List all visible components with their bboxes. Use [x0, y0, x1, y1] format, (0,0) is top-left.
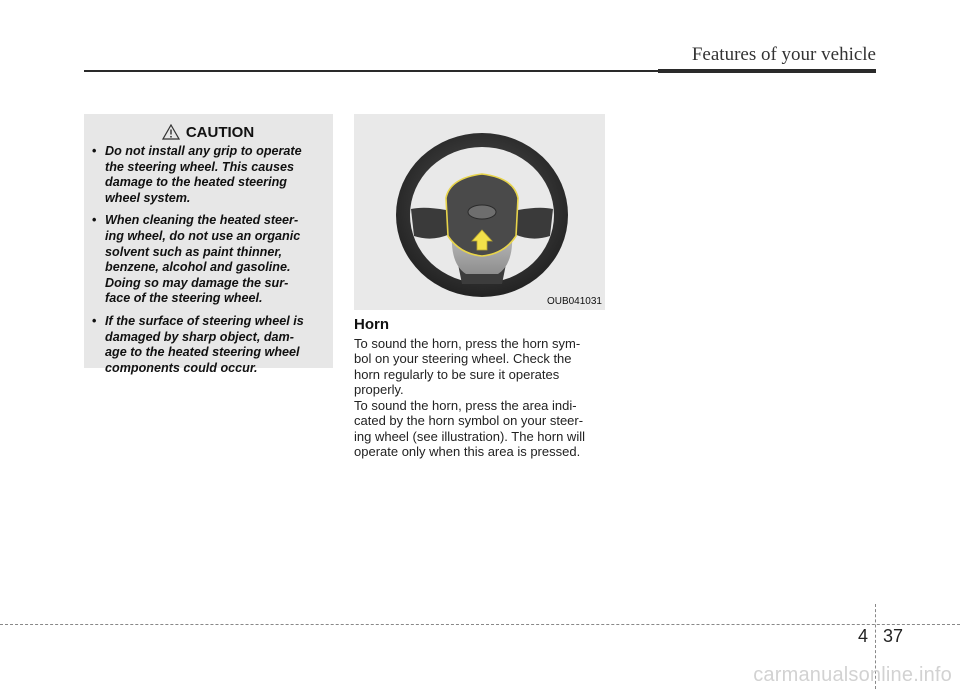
caution-item: • When cleaning the heated steer- ing wheel, do not use an organic solvent such as paint thinner, benzene, alcohol and gasoline. Doing so may damage the sur- face of the steering wheel.: [92, 213, 324, 307]
warning-triangle-icon: [162, 124, 180, 140]
caution-header: [92, 122, 324, 142]
caution-list: [92, 144, 324, 376]
watermark: carmanualsonline.info: [753, 664, 952, 686]
steering-wheel-illustration: [354, 114, 605, 310]
header-rule-accent: [658, 69, 876, 73]
caution-item: • Do not install any grip to operate the steering wheel. This causes damage to the heated steering wheel system.: [92, 144, 324, 206]
caution-title: CAUTION: [185, 123, 255, 141]
caution-item: • If the surface of steering wheel is damaged by sharp object, dam- age to the heated steering wheel components could occur.: [92, 314, 324, 376]
figure-code: OUB041031: [546, 296, 602, 307]
page-number: 37: [883, 626, 904, 646]
caution-box: [84, 114, 333, 375]
page-header-title: Features of your vehicle: [691, 44, 876, 65]
footer-rule: [0, 624, 960, 625]
horn-paragraph: To sound the horn, press the area indi- cated by the horn symbol on your steer- ing wheel (see illustration). The horn will operate only when this area is pressed.: [354, 398, 585, 460]
chapter-number: 4: [858, 626, 869, 646]
horn-paragraph: To sound the horn, press the horn sym- bol on your steering wheel. Check the horn regularly to be sure it operates properly.: [354, 336, 581, 398]
horn-heading: Horn: [354, 316, 389, 333]
steering-wheel-figure: [354, 114, 605, 310]
